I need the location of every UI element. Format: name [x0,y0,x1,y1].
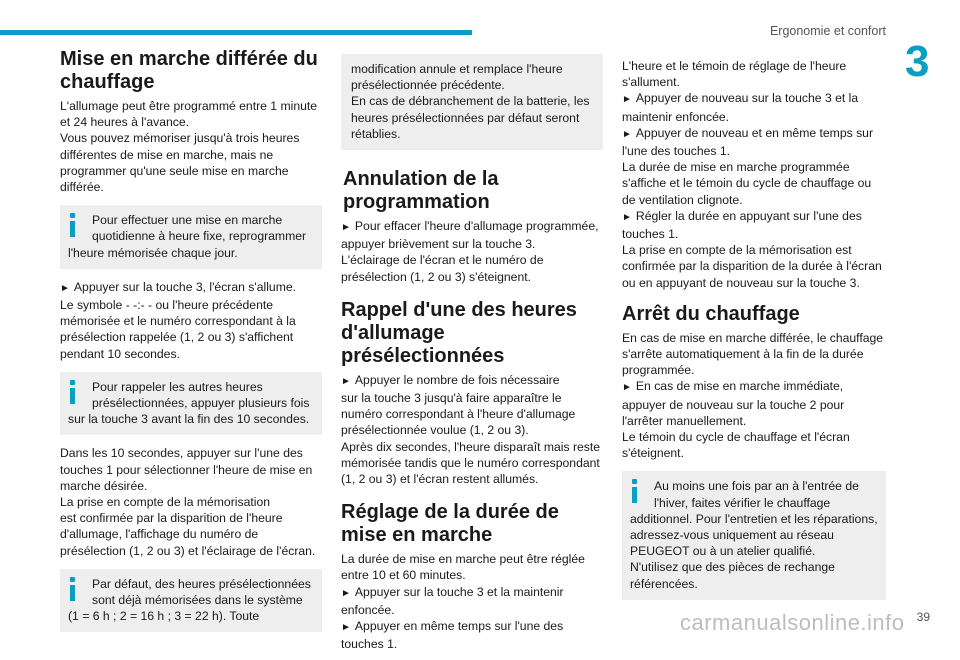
heading-stop-heating: Arrêt du chauffage [622,302,800,325]
arrow-icon: ► [341,587,351,599]
arrow-icon: ► [622,94,632,106]
chapter-number: 3 [905,37,930,86]
arrow-icon: ► [622,211,632,223]
heading-recall: Rappel d'une des heures d'allumage présélectionnées [341,298,577,367]
info-note: Au moins une fois par an à l'entrée de l'hiver, faites vérifier le chauffage additionnel. Pour l'entretien et les réparations, adressez-vous uniquement au réseau PEUGEOT ou à un atelier qualifié. N'utilisez que des pièces de rechange référencées. [622,471,886,599]
watermark: carmanualsonline.info [680,610,905,635]
info-icon [70,213,75,237]
step-paragraph: ► Appuyer sur la touche 3, l'écran s'allume. Le symbole - -:- - ou l'heure précédente mémorisée et le numéro correspondant à la présélection rappelée (1, 2 ou 3) s'affichent pendant 10 secondes. [60,279,297,361]
heading-duration: Réglage de la durée de mise en marche [341,501,559,547]
info-note-continued: modification annule et remplace l'heure présélectionnée précédente. En cas de débranchement de la batterie, les heures présélectionnées par défaut seront rétablies. [341,54,603,150]
info-note: Pour rappeler les autres heures présélectionnées, appuyer plusieurs fois sur la touche 3 avant la fin des 10 secondes. [60,372,322,436]
arrow-icon: ► [622,382,632,394]
duration-continued-paragraph: L'heure et le témoin de réglage de l'heure s'allument. ► Appuyer de nouveau sur la touche 3 et la maintenir enfoncée. ► Appuyer de nouveau et en même temps sur l'une des touches 1. La durée de mise en marche programmée s'affiche et le témoin du cycle de chauffage ou de ventilation clignote. ► Régler la durée en appuyant sur l'une des touches 1. La prise en compte de la mémorisation est confirmée par la disparition de la durée à l'écran ou en appuyant de nouveau sur la touche 3. [622,59,882,290]
info-note: Pour effectuer une mise en marche quotidienne à heure fixe, reprogrammer l'heure mémorisée chaque jour. [60,205,322,269]
page-number: 39 [916,610,930,624]
info-icon [70,380,75,404]
arrow-icon: ► [60,282,70,294]
confirm-paragraph: Dans les 10 secondes, appuyer sur l'une des touches 1 pour sélectionner l'heure de mise en marche désirée. La prise en compte de la mémorisation est confirmée par la disparition de l'heure d'allumage, l'affichage du numéro de présélection (1, 2 ou 3) et l'éclairage de l'écran. [60,446,316,558]
recall-paragraph: ► Appuyer le nombre de fois nécessaire sur la touche 3 jusqu'à faire apparaître le numéro correspondant à l'heure d'allumage présélectionnée voulue (1, 2 ou 3). Après dix secondes, l'heure disparaît mais reste mémorisée tandis que le numéro correspondant (1, 2 ou 3) et l'écran restent allumés. [341,372,601,487]
section-title: Ergonomie et confort [769,24,886,38]
arrow-icon: ► [622,128,632,140]
column-1 [60,48,322,642]
cancel-paragraph: ► Pour effacer l'heure d'allumage programmée, appuyer brièvement sur la touche 3. L'éclairage de l'écran et le numéro de présélection (1, 2 ou 3) s'éteignent. [341,219,599,284]
info-icon [70,577,75,601]
column-2 [341,54,603,660]
info-icon [632,479,637,503]
stop-paragraph: En cas de mise en marche différée, le chauffage s'arrête automatiquement à la fin de la durée programmée. ► En cas de mise en marche immédiate, appuyer de nouveau sur la touche 2 pour l'arrêter manuellement. Le témoin du cycle de chauffage et l'écran s'éteignent. [622,330,884,461]
arrow-icon: ► [341,622,351,634]
header-accent-bar [0,30,472,35]
arrow-icon: ► [341,375,351,387]
column-3 [622,58,886,610]
duration-paragraph: La durée de mise en marche peut être réglée entre 10 et 60 minutes. ► Appuyer sur la touche 3 et la maintenir enfoncée. ► Appuyer en même temps sur l'une des touches 1. [341,552,585,652]
heading-delayed-start: Mise en marche différée du chauffage [60,48,318,93]
arrow-icon: ► [341,222,351,234]
heading-cancel: Annulation de la programmation [343,168,499,214]
info-note: Par défaut, des heures présélectionnées sont déjà mémorisées dans le système (1 = 6 h ; 2 = 16 h ; 3 = 22 h). Toute [60,569,322,633]
intro-paragraph: L'allumage peut être programmé entre 1 minute et 24 heures à l'avance. Vous pouvez mémoriser jusqu'à trois heures différentes de mise en marche, mais ne programmer qu'une seule mise en marche différée. [60,99,318,195]
